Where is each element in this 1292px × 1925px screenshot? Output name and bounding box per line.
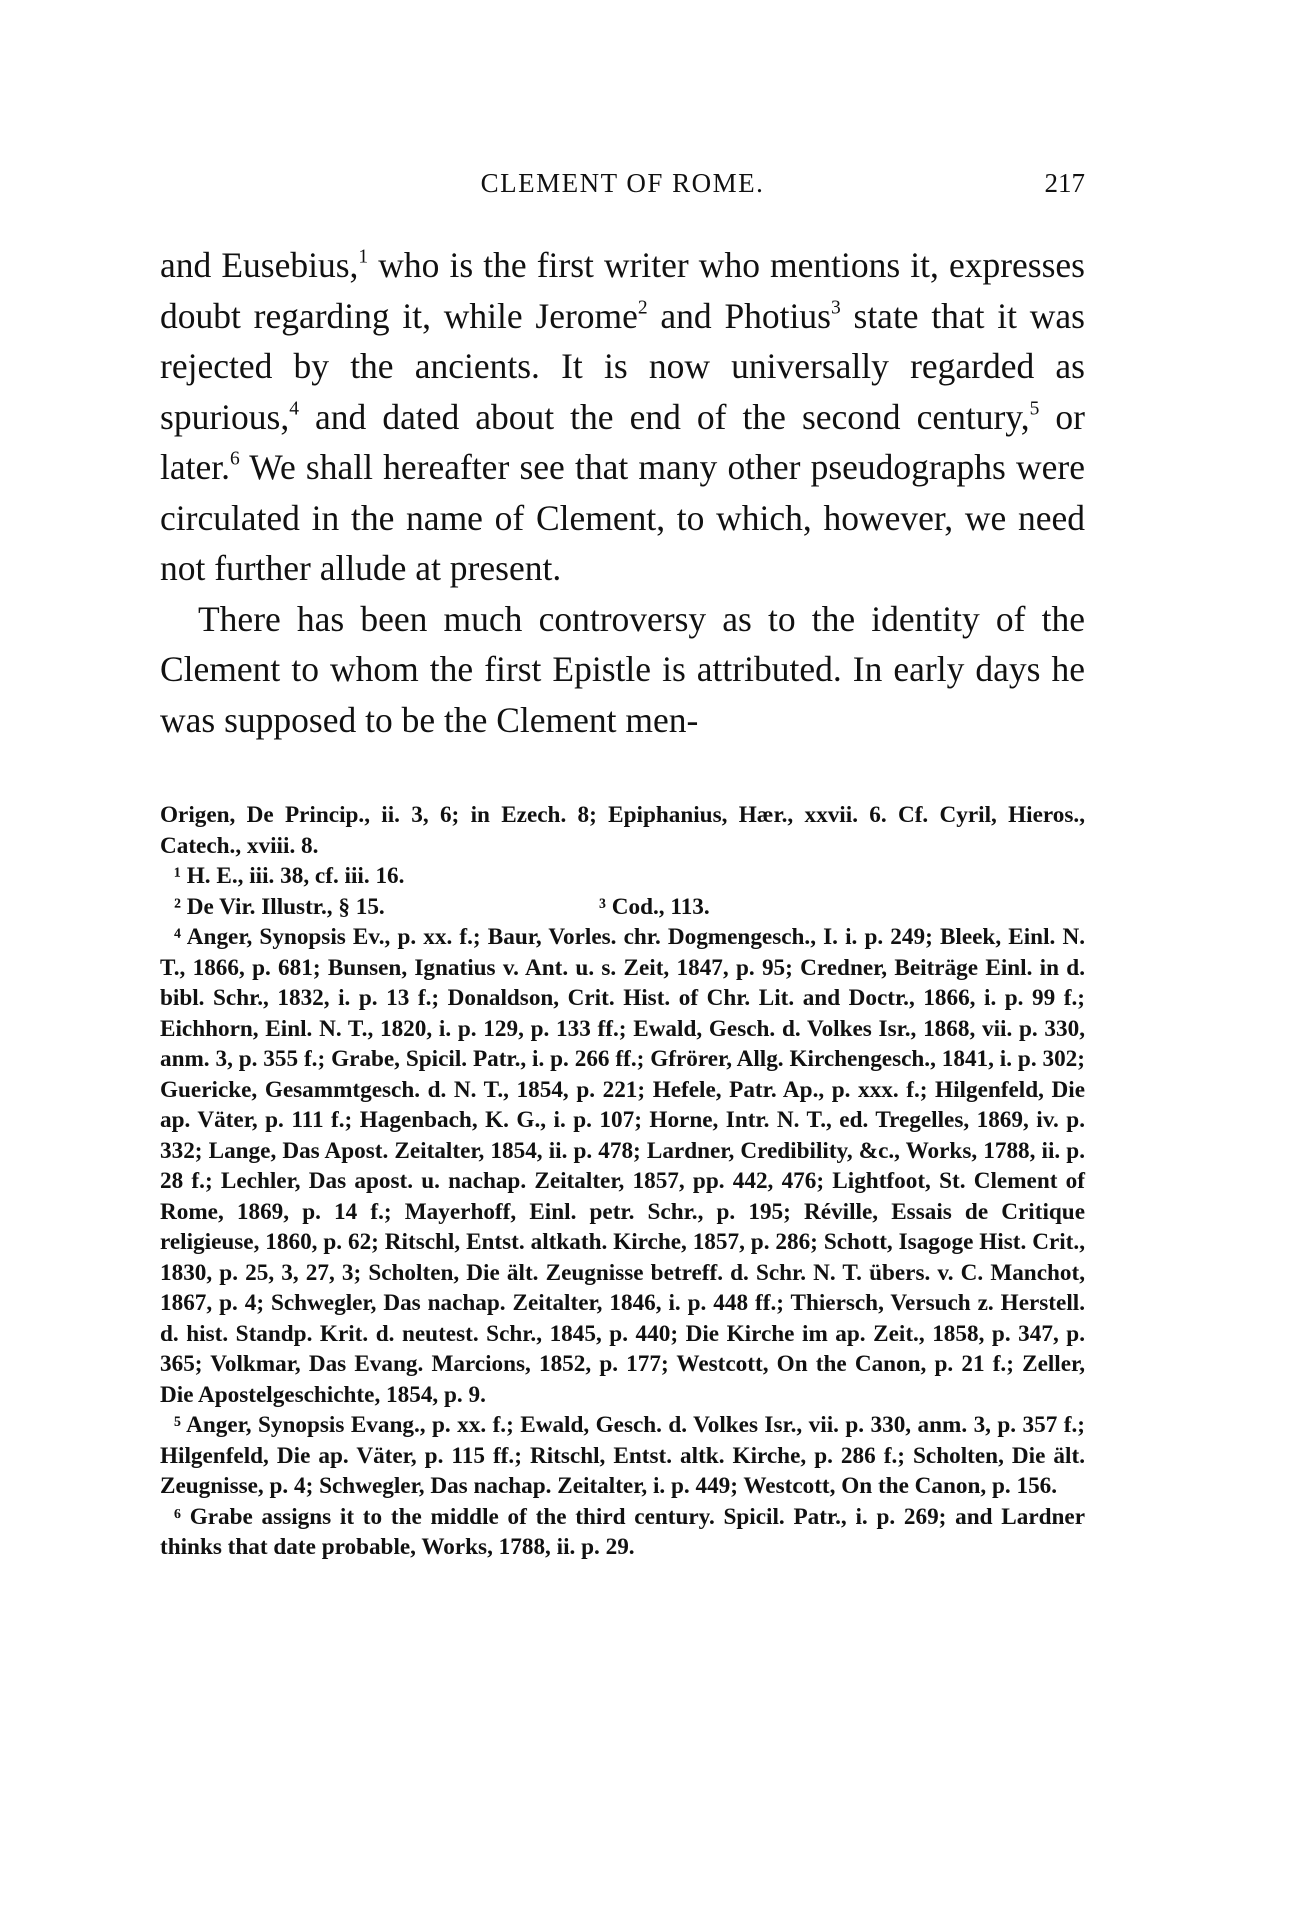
text-run: and Eusebius, [160,245,359,285]
footnote-4: ⁴ Anger, Synopsis Ev., p. xx. f.; Baur, Vorles. chr. Dogmengesch., I. i. p. 249; Bleek, Einl. N. T., 1866, p. 681; Bunsen, Ignatius v. Ant. u. s. Zeit, 1847, p. 95; Credner, Beiträge Einl. in d. bibl. Schr., 1832, i. p. 13 f.; Donaldson, Crit. Hist. of Chr. Lit. and Doctr., 1866, i. p. 99 f.; Eichhorn, Einl. N. T., 1820, i. p. 129, p. 133 ff.; Ewald, Gesch. d. Volkes Isr., 1868, vii. p. 330, anm. 3, p. 355 f.; Grabe, Spicil. Patr., i. p. 266 ff.; Gfrörer, Allg. Kirchengesch., 1841, i. p. 302; Guericke, Gesammtgesch. d. N. T., 1854, p. 221; Hefele, Patr. Ap., p. xxx. f.; Hilgenfeld, Die ap. Väter, p. 111 f.; Hagenbach, K. G., i. p. 107; Horne, Intr. N. T., ed. Tregelles, 1869, iv. p. 332; Lange, Das Apost. Zeitalter, 1854, ii. p. 478; Lardner, Credibility, &c., Works, 1788, ii. p. 28 f.; Lechler, Das apost. u. nachap. Zeitalter, 1857, pp. 442, 476; Lightfoot, St. Clement of Rome, 1869, p. 14 f.; Mayerhoff, Einl. petr. Schr., p. 195; Réville, Essais de Critique religieuse, 1860, p. 62; Ritschl, Entst. altkath. Kirche, 1857, p. 286; Schott, Isagoge Hist. Crit., 1830, p. 25, 3, 27, 3; Scholten, Die ält. Zeugnisse betreff. d. Schr. N. T. übers. v. C. Manchot, 1867, p. 4; Schwegler, Das nachap. Zeitalter, 1846, i. p. 448 ff.; Thiersch, Versuch z. Herstell. d. hist. Standp. Krit. d. neutest. Schr., 1845, p. 440; Die Kirche im ap. Zeit., 1858, p. 347, p. 365; Volkmar, Das Evang. Marcions, 1852, p. 177; Westcott, On the Canon, p. 21 f.; Zeller, Die Apostelgeschichte, 1854, p. 9. [160,924,1085,1408]
footnote-pair [160,892,1085,923]
footnote-ref-5: 5 [1029,397,1040,419]
text-run: or later. [160,396,1085,487]
paragraph-1 [160,240,1085,594]
page-number: 217 [1044,168,1085,198]
footnote-3: ³ Cod., 113. [599,893,710,920]
footnote-continuation: Origen, De Princip., ii. 3, 6; in Ezech. 8; Epiphanius, Hær., xxvii. 6. Cf. Cyril, Hieros., Catech., xviii. 8. [160,802,1085,859]
page-header [160,168,1085,208]
footnote-ref-6: 6 [229,448,240,470]
text-run: and Photius [647,295,831,336]
footnote-ref-4: 4 [289,397,299,419]
text-run: state that it was rejected by the ancients. It is now universally regarded as spurious, [160,295,1085,437]
text-run: and dated about the end of the second century, [298,396,1030,437]
footnote-6: ⁶ Grabe assigns it to the middle of the third century. Spicil. Patr., i. p. 269; and Lardner thinks that date probable, Works, 1788, ii. p. 29. [160,1503,1085,1560]
text-run: We shall hereafter see that many other pseudographs were circulated in the name of Clement, to which, however, we need not further allude at present. [160,447,1085,588]
footnote-1: ¹ H. E., iii. 38, cf. iii. 16. [174,863,405,889]
footnote-ref-2: 2 [637,296,648,318]
footnote-2: ² De Vir. Illustr., § 15. [174,893,385,920]
footnotes [160,800,1085,1563]
footnote-5: ⁵ Anger, Synopsis Evang., p. xx. f.; Ewald, Gesch. d. Volkes Isr., vii. p. 330, anm. 3, p. 357 f.; Hilgenfeld, Die ap. Väter, p. 115 ff.; Ritschl, Entst. altk. Kirche, p. 286 f.; Scholten, Die ält. Zeugnisse, p. 4; Schwegler, Das nachap. Zeitalter, i. p. 449; Westcott, On the Canon, p. 156. [160,1412,1085,1499]
text-run: who is the first writer who mentions it, expresses doubt regarding it, while Jerome [160,245,1085,336]
paragraph-2: There has been much controversy as to the identity of the Clement to whom the first Epistle is attributed. In early days he was supposed to be the Clement men- [160,598,1085,740]
footnote-ref-1: 1 [358,246,369,268]
running-title: CLEMENT OF ROME. [480,168,765,198]
main-text [160,240,1085,745]
footnote-ref-3: 3 [830,296,841,318]
